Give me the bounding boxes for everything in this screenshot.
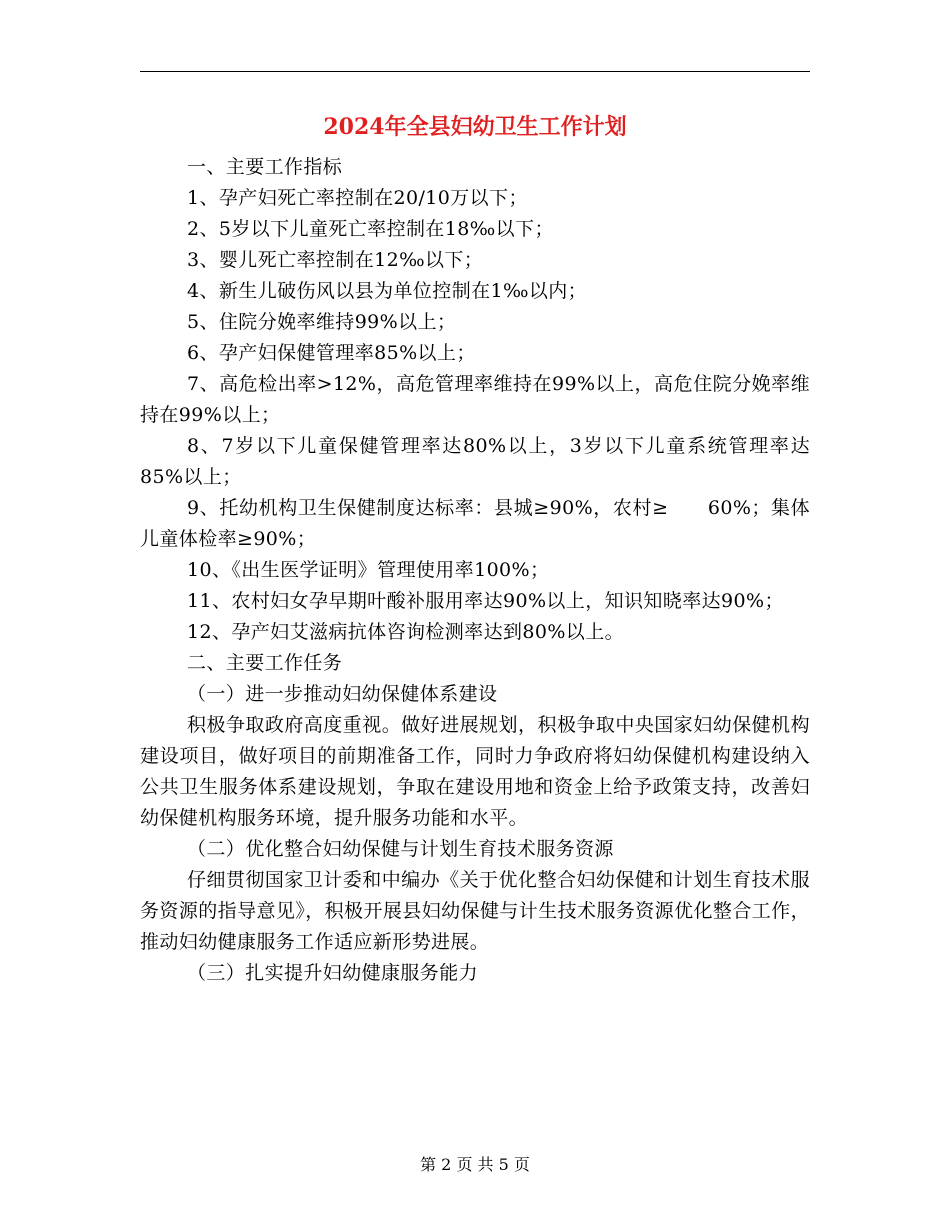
- indicator-item-8: 8、7岁以下儿童保健管理率达80%以上，3岁以下儿童系统管理率达85%以上；: [140, 435, 810, 488]
- indicator-item-9: 9、托幼机构卫生保健制度达标率：县城≥90%，农村≥ 60%；集体儿童体检率≥90%；: [140, 497, 810, 550]
- document-body: [140, 152, 810, 989]
- indicator-item-11: 11、农村妇女孕早期叶酸补服用率达90%以上，知识知晓率达90%；: [187, 590, 784, 612]
- body-paragraph-2: 仔细贯彻国家卫计委和中编办《关于优化整合妇幼保健和计划生育技术服务资源的指导意见》，积极开展县妇幼保健与计生技术服务资源优化整合工作，推动妇幼健康服务工作适应新形势进展。: [140, 869, 810, 953]
- page-number: 第 2 页 共 5 页: [420, 1155, 530, 1174]
- indicator-item-1: 1、孕产妇死亡率控制在20/10万以下；: [187, 187, 528, 209]
- document-title: 2024年全县妇幼卫生工作计划: [323, 114, 627, 140]
- indicator-item-4: 4、新生儿破伤风以县为单位控制在1‰以内；: [187, 280, 588, 302]
- section-heading-1: 一、主要工作指标: [187, 156, 343, 178]
- subsection-heading-1: （一）进一步推动妇幼保健体系建设: [187, 683, 498, 705]
- indicator-item-7: 7、高危检出率>12%，高危管理率维持在99%以上，高危住院分娩率维持在99%以上；: [140, 373, 810, 426]
- subsection-heading-3: （三）扎实提升妇幼健康服务能力: [187, 962, 479, 984]
- indicator-item-3: 3、婴儿死亡率控制在12‰以下；: [187, 249, 484, 271]
- indicator-item-5: 5、住院分娩率维持99%以上；: [187, 311, 457, 333]
- body-paragraph-1: 积极争取政府高度重视。做好进展规划，积极争取中央国家妇幼保健机构建设项目，做好项目的前期准备工作，同时力争政府将妇幼保健机构建设纳入公共卫生服务体系建设规划，争取在建设用地和资金上给予政策支持，改善妇幼保健机构服务环境，提升服务功能和水平。: [140, 714, 810, 829]
- subsection-heading-2: （二）优化整合妇幼保健与计划生育技术服务资源: [187, 838, 614, 860]
- section-heading-2: 二、主要工作任务: [187, 652, 343, 674]
- header-rule: [140, 71, 810, 72]
- indicator-item-12: 12、孕产妇艾滋病抗体咨询检测率达到80%以上。: [187, 621, 625, 643]
- indicator-item-6: 6、孕产妇保健管理率85%以上；: [187, 342, 476, 364]
- indicator-item-10: 10、《出生医学证明》管理使用率100%；: [187, 559, 550, 581]
- indicator-item-2: 2、5岁以下儿童死亡率控制在18‰以下；: [187, 218, 554, 240]
